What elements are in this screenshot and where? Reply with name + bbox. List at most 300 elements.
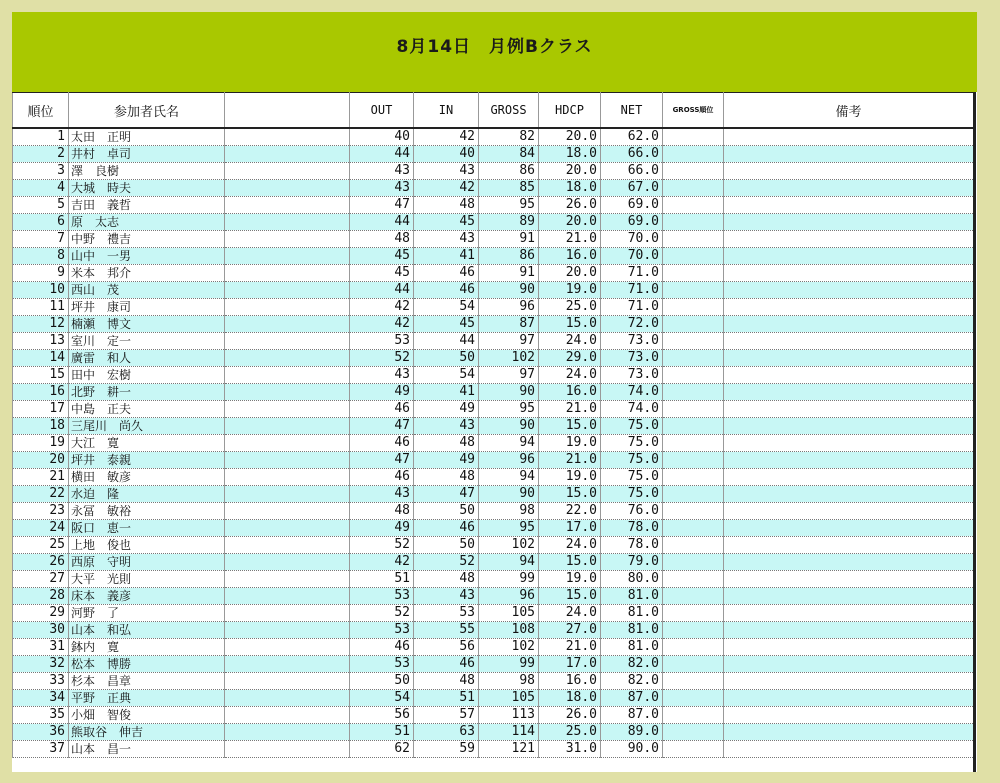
blank-cell — [225, 435, 350, 452]
out-cell: 56 — [350, 707, 414, 724]
remarks-cell — [724, 401, 974, 418]
in-cell: 57 — [414, 707, 479, 724]
gross-rank-cell — [663, 622, 724, 639]
name-cell: 廣雷 和人 — [69, 350, 225, 367]
gross-rank-cell — [663, 350, 724, 367]
net-cell: 66.0 — [601, 163, 663, 180]
table-row — [13, 537, 974, 554]
gross-rank-cell — [663, 537, 724, 554]
rank-cell: 7 — [13, 231, 69, 248]
gross-cell: 86 — [479, 163, 539, 180]
blank-cell — [225, 282, 350, 299]
rank-cell: 10 — [13, 282, 69, 299]
rank-cell: 13 — [13, 333, 69, 350]
table-row — [13, 197, 974, 214]
net-cell: 78.0 — [601, 520, 663, 537]
rank-cell: 24 — [13, 520, 69, 537]
net-cell: 66.0 — [601, 146, 663, 163]
remarks-cell — [724, 452, 974, 469]
title-bar — [12, 12, 977, 92]
in-cell: 63 — [414, 724, 479, 741]
in-cell: 45 — [414, 316, 479, 333]
in-cell: 50 — [414, 350, 479, 367]
table-row — [13, 248, 974, 265]
blank-cell — [225, 605, 350, 622]
net-cell: 75.0 — [601, 486, 663, 503]
blank-cell — [225, 316, 350, 333]
blank-cell — [225, 248, 350, 265]
gross-rank-cell — [663, 231, 724, 248]
in-cell: 54 — [414, 299, 479, 316]
in-cell: 48 — [414, 197, 479, 214]
in-cell: 49 — [414, 452, 479, 469]
blank-cell — [225, 520, 350, 537]
name-cell: 杉本 昌章 — [69, 673, 225, 690]
table-row — [13, 486, 974, 503]
rank-cell: 32 — [13, 656, 69, 673]
name-cell: 西山 茂 — [69, 282, 225, 299]
in-cell: 41 — [414, 384, 479, 401]
remarks-cell — [724, 350, 974, 367]
remarks-cell — [724, 418, 974, 435]
remarks-cell — [724, 282, 974, 299]
remarks-cell — [724, 265, 974, 282]
name-cell: 小畑 智俊 — [69, 707, 225, 724]
rank-cell: 12 — [13, 316, 69, 333]
rank-cell: 31 — [13, 639, 69, 656]
gross-rank-cell — [663, 418, 724, 435]
hdcp-cell: 17.0 — [539, 520, 601, 537]
in-cell: 46 — [414, 656, 479, 673]
rank-cell: 18 — [13, 418, 69, 435]
remarks-cell — [724, 231, 974, 248]
name-cell: 太田 正明 — [69, 128, 225, 146]
name-cell: 西原 守明 — [69, 554, 225, 571]
gross-rank-cell — [663, 163, 724, 180]
header-out: OUT — [350, 93, 414, 129]
table-row — [13, 299, 974, 316]
gross-rank-cell — [663, 146, 724, 163]
rank-cell: 2 — [13, 146, 69, 163]
rank-cell: 28 — [13, 588, 69, 605]
remarks-cell — [724, 537, 974, 554]
in-cell: 59 — [414, 741, 479, 758]
name-cell: 平野 正典 — [69, 690, 225, 707]
table-row — [13, 384, 974, 401]
name-cell: 三尾川 尚久 — [69, 418, 225, 435]
rank-cell: 8 — [13, 248, 69, 265]
gross-cell: 91 — [479, 231, 539, 248]
rank-cell: 37 — [13, 741, 69, 758]
remarks-cell — [724, 622, 974, 639]
in-cell: 55 — [414, 622, 479, 639]
in-cell: 43 — [414, 231, 479, 248]
rank-cell: 3 — [13, 163, 69, 180]
gross-rank-cell — [663, 520, 724, 537]
out-cell: 47 — [350, 197, 414, 214]
gross-rank-cell — [663, 673, 724, 690]
remarks-cell — [724, 367, 974, 384]
remarks-cell — [724, 486, 974, 503]
hdcp-cell: 24.0 — [539, 333, 601, 350]
name-cell: 横田 敏彦 — [69, 469, 225, 486]
net-cell: 74.0 — [601, 401, 663, 418]
net-cell: 90.0 — [601, 741, 663, 758]
table-row — [13, 316, 974, 333]
table-row — [13, 452, 974, 469]
net-cell: 75.0 — [601, 452, 663, 469]
header-name: 参加者氏名 — [69, 93, 225, 129]
gross-cell: 82 — [479, 128, 539, 146]
gross-cell: 84 — [479, 146, 539, 163]
in-cell: 46 — [414, 282, 479, 299]
blank-cell — [225, 299, 350, 316]
gross-cell: 95 — [479, 401, 539, 418]
remarks-cell — [724, 180, 974, 197]
table-row — [13, 231, 974, 248]
rank-cell: 17 — [13, 401, 69, 418]
page-title: 8月14日 月例Bクラス — [396, 36, 593, 57]
gross-cell: 102 — [479, 350, 539, 367]
out-cell: 47 — [350, 452, 414, 469]
name-cell: 山中 一男 — [69, 248, 225, 265]
gross-cell: 90 — [479, 418, 539, 435]
hdcp-cell: 15.0 — [539, 418, 601, 435]
remarks-cell — [724, 656, 974, 673]
hdcp-cell: 21.0 — [539, 639, 601, 656]
gross-cell: 89 — [479, 214, 539, 231]
net-cell: 72.0 — [601, 316, 663, 333]
blank-cell — [225, 367, 350, 384]
in-cell: 42 — [414, 180, 479, 197]
out-cell: 46 — [350, 401, 414, 418]
gross-rank-cell — [663, 214, 724, 231]
right-border — [973, 92, 976, 772]
in-cell: 51 — [414, 690, 479, 707]
remarks-cell — [724, 571, 974, 588]
rank-cell: 9 — [13, 265, 69, 282]
gross-cell: 121 — [479, 741, 539, 758]
table-row — [13, 588, 974, 605]
hdcp-cell: 20.0 — [539, 163, 601, 180]
table-row — [13, 673, 974, 690]
blank-cell — [225, 452, 350, 469]
hdcp-cell: 24.0 — [539, 367, 601, 384]
rank-cell: 14 — [13, 350, 69, 367]
table-row — [13, 435, 974, 452]
name-cell: 山本 昌一 — [69, 741, 225, 758]
hdcp-cell: 24.0 — [539, 537, 601, 554]
blank-cell — [225, 265, 350, 282]
hdcp-cell: 21.0 — [539, 401, 601, 418]
gross-cell: 105 — [479, 690, 539, 707]
rank-cell: 26 — [13, 554, 69, 571]
net-cell: 71.0 — [601, 265, 663, 282]
gross-rank-cell — [663, 367, 724, 384]
out-cell: 46 — [350, 435, 414, 452]
blank-cell — [225, 503, 350, 520]
table-row — [13, 622, 974, 639]
remarks-cell — [724, 128, 974, 146]
remarks-cell — [724, 588, 974, 605]
in-cell: 46 — [414, 265, 479, 282]
name-cell: 米本 邦介 — [69, 265, 225, 282]
table-row — [13, 146, 974, 163]
hdcp-cell: 24.0 — [539, 605, 601, 622]
in-cell: 48 — [414, 673, 479, 690]
hdcp-cell: 15.0 — [539, 486, 601, 503]
hdcp-cell: 20.0 — [539, 265, 601, 282]
header-remarks: 備考 — [724, 93, 974, 129]
gross-cell: 90 — [479, 384, 539, 401]
net-cell: 70.0 — [601, 248, 663, 265]
in-cell: 49 — [414, 401, 479, 418]
gross-cell: 98 — [479, 503, 539, 520]
name-cell: 松本 博勝 — [69, 656, 225, 673]
name-cell: 阪口 恵一 — [69, 520, 225, 537]
gross-rank-cell — [663, 469, 724, 486]
out-cell: 51 — [350, 724, 414, 741]
table-row — [13, 639, 974, 656]
remarks-cell — [724, 690, 974, 707]
gross-rank-cell — [663, 180, 724, 197]
table-row — [13, 554, 974, 571]
out-cell: 53 — [350, 622, 414, 639]
net-cell: 73.0 — [601, 367, 663, 384]
gross-rank-cell — [663, 741, 724, 758]
blank-cell — [225, 622, 350, 639]
gross-cell: 113 — [479, 707, 539, 724]
remarks-cell — [724, 605, 974, 622]
net-cell: 82.0 — [601, 656, 663, 673]
hdcp-cell: 17.0 — [539, 656, 601, 673]
gross-rank-cell — [663, 656, 724, 673]
gross-cell: 102 — [479, 537, 539, 554]
hdcp-cell: 25.0 — [539, 724, 601, 741]
hdcp-cell: 26.0 — [539, 197, 601, 214]
remarks-cell — [724, 503, 974, 520]
header-gross-rank: GROSS順位 — [663, 93, 724, 129]
gross-cell: 97 — [479, 367, 539, 384]
out-cell: 45 — [350, 248, 414, 265]
out-cell: 45 — [350, 265, 414, 282]
blank-cell — [225, 128, 350, 146]
gross-cell: 94 — [479, 554, 539, 571]
out-cell: 53 — [350, 656, 414, 673]
out-cell: 42 — [350, 554, 414, 571]
table-row — [13, 350, 974, 367]
blank-cell — [225, 401, 350, 418]
hdcp-cell: 19.0 — [539, 435, 601, 452]
net-cell: 70.0 — [601, 231, 663, 248]
gross-rank-cell — [663, 503, 724, 520]
table-row — [13, 724, 974, 741]
hdcp-cell: 19.0 — [539, 469, 601, 486]
in-cell: 42 — [414, 128, 479, 146]
gross-cell: 96 — [479, 452, 539, 469]
net-cell: 69.0 — [601, 197, 663, 214]
gross-cell: 96 — [479, 299, 539, 316]
gross-cell: 85 — [479, 180, 539, 197]
gross-rank-cell — [663, 282, 724, 299]
out-cell: 51 — [350, 571, 414, 588]
out-cell: 62 — [350, 741, 414, 758]
gross-cell: 94 — [479, 435, 539, 452]
in-cell: 50 — [414, 537, 479, 554]
gross-rank-cell — [663, 316, 724, 333]
remarks-cell — [724, 146, 974, 163]
hdcp-cell: 19.0 — [539, 282, 601, 299]
header-hdcp: HDCP — [539, 93, 601, 129]
table-row — [13, 180, 974, 197]
gross-rank-cell — [663, 384, 724, 401]
remarks-cell — [724, 316, 974, 333]
hdcp-cell: 16.0 — [539, 248, 601, 265]
hdcp-cell: 15.0 — [539, 554, 601, 571]
in-cell: 44 — [414, 333, 479, 350]
hdcp-cell: 27.0 — [539, 622, 601, 639]
net-cell: 81.0 — [601, 605, 663, 622]
rank-cell: 36 — [13, 724, 69, 741]
out-cell: 49 — [350, 384, 414, 401]
hdcp-cell: 29.0 — [539, 350, 601, 367]
gross-rank-cell — [663, 265, 724, 282]
table-row — [13, 571, 974, 588]
out-cell: 50 — [350, 673, 414, 690]
net-cell: 76.0 — [601, 503, 663, 520]
rank-cell: 11 — [13, 299, 69, 316]
net-cell: 62.0 — [601, 128, 663, 146]
gross-rank-cell — [663, 248, 724, 265]
remarks-cell — [724, 333, 974, 350]
net-cell: 73.0 — [601, 350, 663, 367]
table-row — [13, 128, 974, 146]
gross-cell: 105 — [479, 605, 539, 622]
table-row — [13, 367, 974, 384]
out-cell: 44 — [350, 146, 414, 163]
in-cell: 47 — [414, 486, 479, 503]
gross-cell: 95 — [479, 520, 539, 537]
rank-cell: 30 — [13, 622, 69, 639]
table-row — [13, 503, 974, 520]
net-cell: 78.0 — [601, 537, 663, 554]
net-cell: 75.0 — [601, 418, 663, 435]
header-net: NET — [601, 93, 663, 129]
in-cell: 48 — [414, 571, 479, 588]
hdcp-cell: 31.0 — [539, 741, 601, 758]
out-cell: 43 — [350, 367, 414, 384]
name-cell: 床本 義彦 — [69, 588, 225, 605]
out-cell: 43 — [350, 163, 414, 180]
blank-cell — [225, 741, 350, 758]
out-cell: 43 — [350, 486, 414, 503]
name-cell: 室川 定一 — [69, 333, 225, 350]
gross-rank-cell — [663, 554, 724, 571]
name-cell: 中野 禮吉 — [69, 231, 225, 248]
out-cell: 54 — [350, 690, 414, 707]
header-gross: GROSS — [479, 93, 539, 129]
blank-cell — [225, 163, 350, 180]
blank-cell — [225, 554, 350, 571]
out-cell: 44 — [350, 282, 414, 299]
remarks-cell — [724, 741, 974, 758]
net-cell: 82.0 — [601, 673, 663, 690]
out-cell: 52 — [350, 537, 414, 554]
name-cell: 井村 卓司 — [69, 146, 225, 163]
remarks-cell — [724, 163, 974, 180]
in-cell: 43 — [414, 418, 479, 435]
gross-rank-cell — [663, 299, 724, 316]
rank-cell: 19 — [13, 435, 69, 452]
net-cell: 75.0 — [601, 469, 663, 486]
net-cell: 74.0 — [601, 384, 663, 401]
gross-cell: 102 — [479, 639, 539, 656]
out-cell: 40 — [350, 128, 414, 146]
rank-cell: 15 — [13, 367, 69, 384]
gross-cell: 90 — [479, 486, 539, 503]
net-cell: 67.0 — [601, 180, 663, 197]
name-cell: 大城 時夫 — [69, 180, 225, 197]
hdcp-cell: 16.0 — [539, 673, 601, 690]
rank-cell: 5 — [13, 197, 69, 214]
blank-cell — [225, 707, 350, 724]
hdcp-cell: 21.0 — [539, 231, 601, 248]
table-row — [13, 741, 974, 758]
out-cell: 48 — [350, 503, 414, 520]
out-cell: 52 — [350, 350, 414, 367]
gross-rank-cell — [663, 333, 724, 350]
gross-rank-cell — [663, 571, 724, 588]
gross-rank-cell — [663, 639, 724, 656]
blank-cell — [225, 350, 350, 367]
gross-rank-cell — [663, 452, 724, 469]
net-cell: 69.0 — [601, 214, 663, 231]
remarks-cell — [724, 299, 974, 316]
table-body — [13, 128, 974, 758]
out-cell: 47 — [350, 418, 414, 435]
rank-cell: 16 — [13, 384, 69, 401]
blank-cell — [225, 180, 350, 197]
out-cell: 44 — [350, 214, 414, 231]
rank-cell: 25 — [13, 537, 69, 554]
table-row — [13, 401, 974, 418]
name-cell: 大江 寛 — [69, 435, 225, 452]
remarks-cell — [724, 469, 974, 486]
name-cell: 北野 耕一 — [69, 384, 225, 401]
net-cell: 87.0 — [601, 690, 663, 707]
blank-cell — [225, 537, 350, 554]
in-cell: 50 — [414, 503, 479, 520]
blank-cell — [225, 146, 350, 163]
remarks-cell — [724, 707, 974, 724]
gross-cell: 99 — [479, 571, 539, 588]
name-cell: 坪井 泰親 — [69, 452, 225, 469]
gross-rank-cell — [663, 707, 724, 724]
remarks-cell — [724, 248, 974, 265]
gross-cell: 98 — [479, 673, 539, 690]
name-cell: 原 太志 — [69, 214, 225, 231]
hdcp-cell: 16.0 — [539, 384, 601, 401]
rank-cell: 23 — [13, 503, 69, 520]
hdcp-cell: 18.0 — [539, 146, 601, 163]
table-row — [13, 418, 974, 435]
table-row — [13, 282, 974, 299]
blank-cell — [225, 656, 350, 673]
net-cell: 71.0 — [601, 299, 663, 316]
remarks-cell — [724, 724, 974, 741]
blank-cell — [225, 571, 350, 588]
blank-cell — [225, 724, 350, 741]
